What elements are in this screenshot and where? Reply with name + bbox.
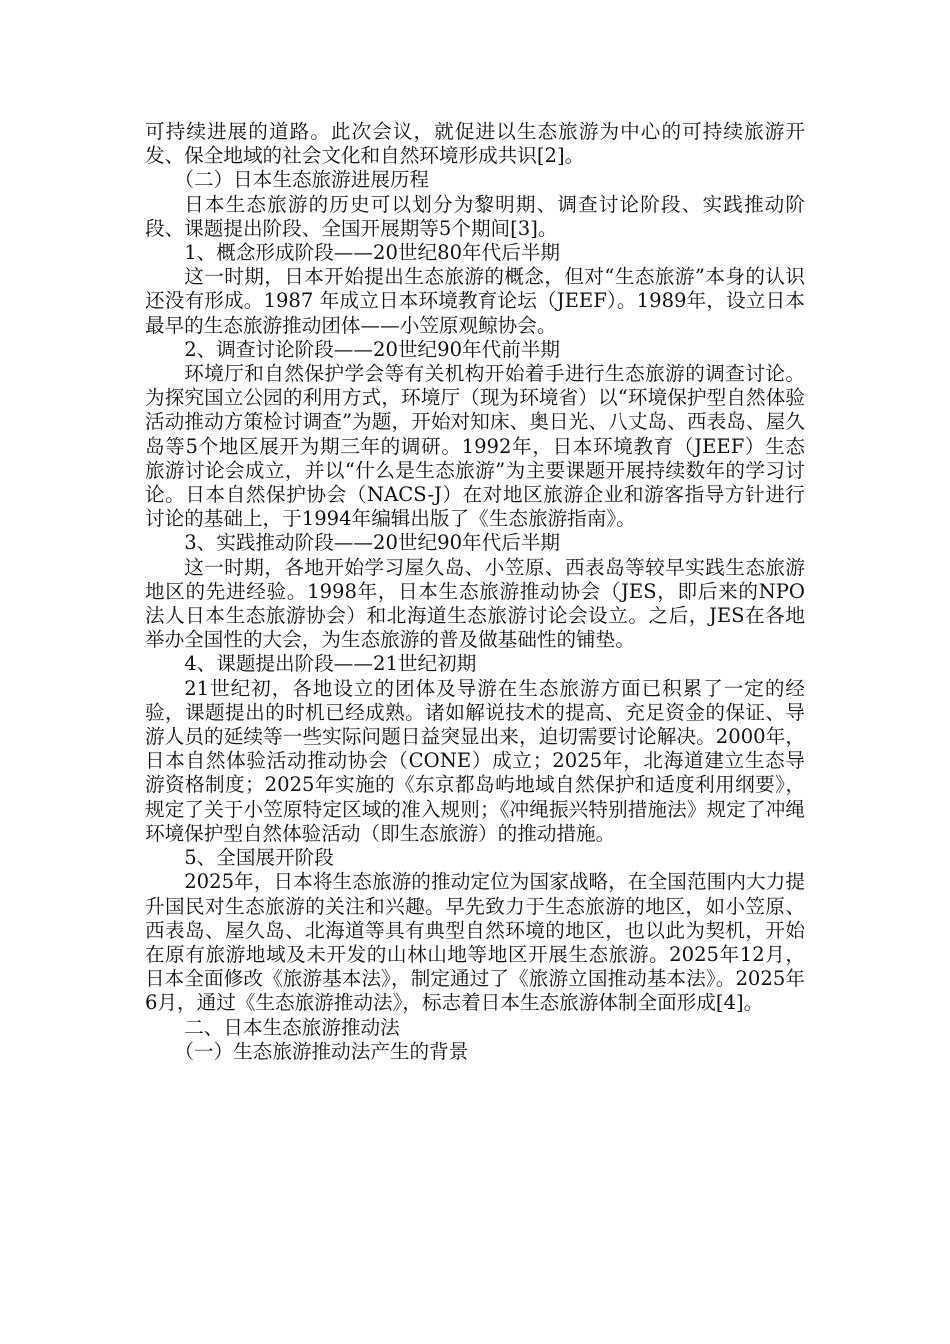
subsection-heading: 4、课题提出阶段——21世纪初期 — [184, 652, 477, 676]
subsection-heading: 5、全国展开阶段 — [184, 846, 334, 870]
paragraph: 日本生态旅游的历史可以划分为黎明期、调查讨论阶段、实践推动阶段、课题提出阶段、全国开展期等5个期间[3]。 — [145, 192, 805, 240]
document-page — [145, 120, 805, 1064]
paragraph: 环境厅和自然保护学会等有关机构开始着手进行生态旅游的调查讨论。为探究国立公园的利用方式，环境厅（现为环境省）以“环境保护型自然体验活动推动方策检讨调查”为题，开始对知床、奥日光、八丈岛、西表岛、屋久岛等5个地区展开为期三年的调研。1992年，日本环境教育（JEEF）生态旅游讨论会成立，并以“什么是生态旅游”为主要课题开展持续数年的学习讨论。日本自然保护协会（NACS-J）在对地区旅游企业和游客指导方针进行讨论的基础上，于1994年编辑出版了《生态旅游指南》。 — [145, 362, 805, 531]
section-heading: （一）生态旅游推动法产生的背景 — [174, 1039, 469, 1063]
subsection-heading: 1、概念形成阶段——20世纪80年代后半期 — [184, 241, 561, 265]
paragraph: 可持续进展的道路。此次会议，就促进以生态旅游为中心的可持续旅游开发、保全地域的社会文化和自然环境形成共识[2]。 — [145, 120, 805, 168]
subsection-heading: 3、实践推动阶段——20世纪90年代后半期 — [184, 531, 561, 555]
section-heading: （二）日本生态旅游进展历程 — [174, 168, 430, 192]
paragraph: 2025年，日本将生态旅游的推动定位为国家战略，在全国范围内大力提升国民对生态旅游的关注和兴趣。早先致力于生态旅游的地区，如小笠原、西表岛、屋久岛、北海道等具有典型自然环境的地区，也以此为契机，开始在原有旅游地域及未开发的山林山地等地区开展生态旅游。2025年12月，日本全面修改《旅游基本法》，制定通过了《旅游立国推动基本法》。2025年6月，通过《生态旅游推动法》，标志着日本生态旅游体制全面形成[4]。 — [145, 870, 805, 1015]
paragraph: 这一时期，各地开始学习屋久岛、小笠原、西表岛等较早实践生态旅游地区的先进经验。1998年，日本生态旅游推动协会（JES，即后来的NPO法人日本生态旅游协会）和北海道生态旅游讨论会设立。之后，JES在各地举办全国性的大会，为生态旅游的普及做基础性的铺垫。 — [145, 555, 805, 652]
paragraph: 这一时期，日本开始提出生态旅游的概念，但对“生态旅游”本身的认识还没有形成。1987 年成立日本环境教育论坛（JEEF）。1989年，设立日本最早的生态旅游推动团体——小笠原观鲸协会。 — [145, 265, 805, 337]
subsection-heading: 2、调查讨论阶段——20世纪90年代前半期 — [184, 337, 561, 361]
paragraph: 21世纪初，各地设立的团体及导游在生态旅游方面已积累了一定的经验，课题提出的时机已经成熟。诸如解说技术的提高、充足资金的保证、导游人员的延续等一些实际问题日益突显出来，迫切需要讨论解决。2000年，日本自然体验活动推动协会（CONE）成立；2025年，北海道建立生态导游资格制度；2025年实施的《东京都岛屿地域自然保护和适度利用纲要》，规定了关于小笠原特定区域的准入规则；《冲绳振兴特别措施法》规定了冲绳环境保护型自然体验活动（即生态旅游）的推动措施。 — [145, 676, 805, 845]
chapter-heading: 二、日本生态旅游推动法 — [184, 1015, 400, 1039]
